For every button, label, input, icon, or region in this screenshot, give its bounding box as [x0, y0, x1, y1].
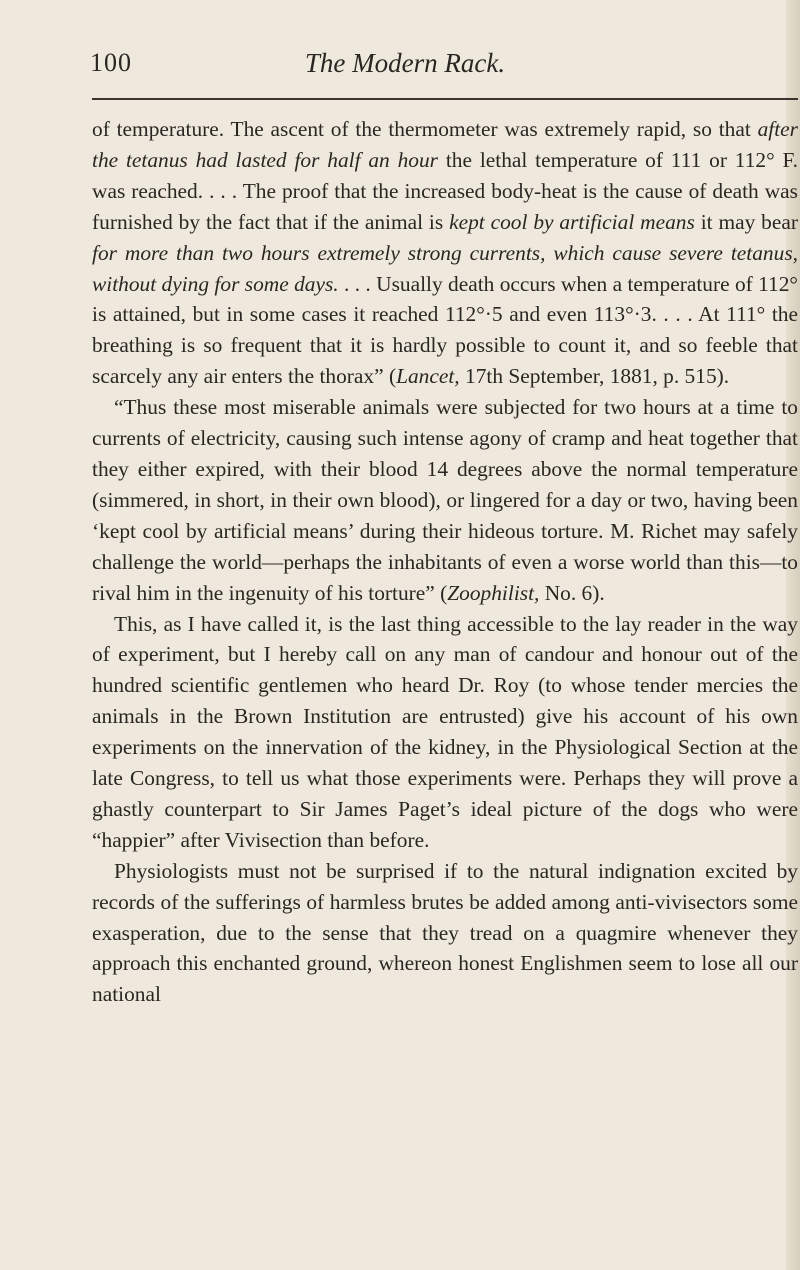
- page-header: [90, 44, 720, 84]
- text-run: This, as I have called it, is the last thing accessible to the lay reader in the way of experiment, but I hereby call on any man of candour and honour out of the hundred scientific gentlemen who heard Dr. Roy (to whose tender mercies the animals in the Brown Institution are entrusted) give his account of his own experiments on the innervation of the kidney, in the Physiological Section at the late Congress, to tell us what those experiments were. Perhaps they will prove a ghastly counterpart to Sir James Paget’s ideal picture of the dogs who were “happier” after Vivisection than before.: [92, 611, 798, 852]
- text-run: it may bear: [694, 209, 798, 234]
- paragraph: [92, 856, 798, 1011]
- text-run: No. 6).: [539, 580, 605, 605]
- text-run: the lethal temperature of 111 or 112° F. was reached. . . . The proof that the increased body-heat is the cause of death was furnished by the fact that if the animal is: [92, 147, 799, 234]
- italic-text: kept cool by artificial means: [449, 209, 695, 234]
- body-text: [92, 114, 798, 1010]
- paragraph: [92, 609, 798, 856]
- running-title: The Modern Rack.: [304, 48, 506, 78]
- italic-text: Lancet,: [396, 364, 460, 389]
- italic-text: for more than two hours extremely strong currents, which cause severe tetanus, without dying for some days.: [92, 240, 798, 296]
- page-number: 100: [90, 48, 132, 77]
- paragraph: [92, 392, 798, 608]
- text-run: “Thus these most miserable animals were subjected for two hours at a time to currents of electricity, causing such intense agony of cramp and heat together that they either expired, with their blood 14 degrees above the normal temperature (simmered, in short, in their own blood), or lingered for a day or two, having been ‘kept cool by artificial means’ during their hideous torture. M. Richet may safely challenge the world—perhaps the inhabitants of even a worse world than this—to rival him in the ingenuity of his torture” (: [92, 395, 798, 605]
- text-run: . . . Usually death occurs when a temperature of 112° is attained, but in some cases it reached 112°·5 and even 113°·3. . . . At 111° the breathing is so frequent that it is hardly possible to count it, and so feeble that scarcely any air enters the thorax” (: [92, 271, 798, 389]
- text-run: of temperature. The ascent of the thermometer was extremely rapid, so that: [92, 117, 758, 141]
- paragraph: [92, 114, 798, 392]
- italic-text: after the tetanus had lasted for half an hour: [92, 117, 798, 172]
- text-run: Physiologists must not be surprised if to the natural indignation excited by records of the sufferings of harmless brutes be added among anti-vivisectors some exasperation, due to the sense that they tread on a quagmire whenever they approach this enchanted ground, whereon honest Englishmen seem to lose all our national: [92, 858, 798, 1007]
- text-run: 17th September, 1881, p. 515).: [459, 364, 730, 389]
- header-rule: [92, 98, 798, 100]
- italic-text: Zoophilist,: [447, 580, 540, 605]
